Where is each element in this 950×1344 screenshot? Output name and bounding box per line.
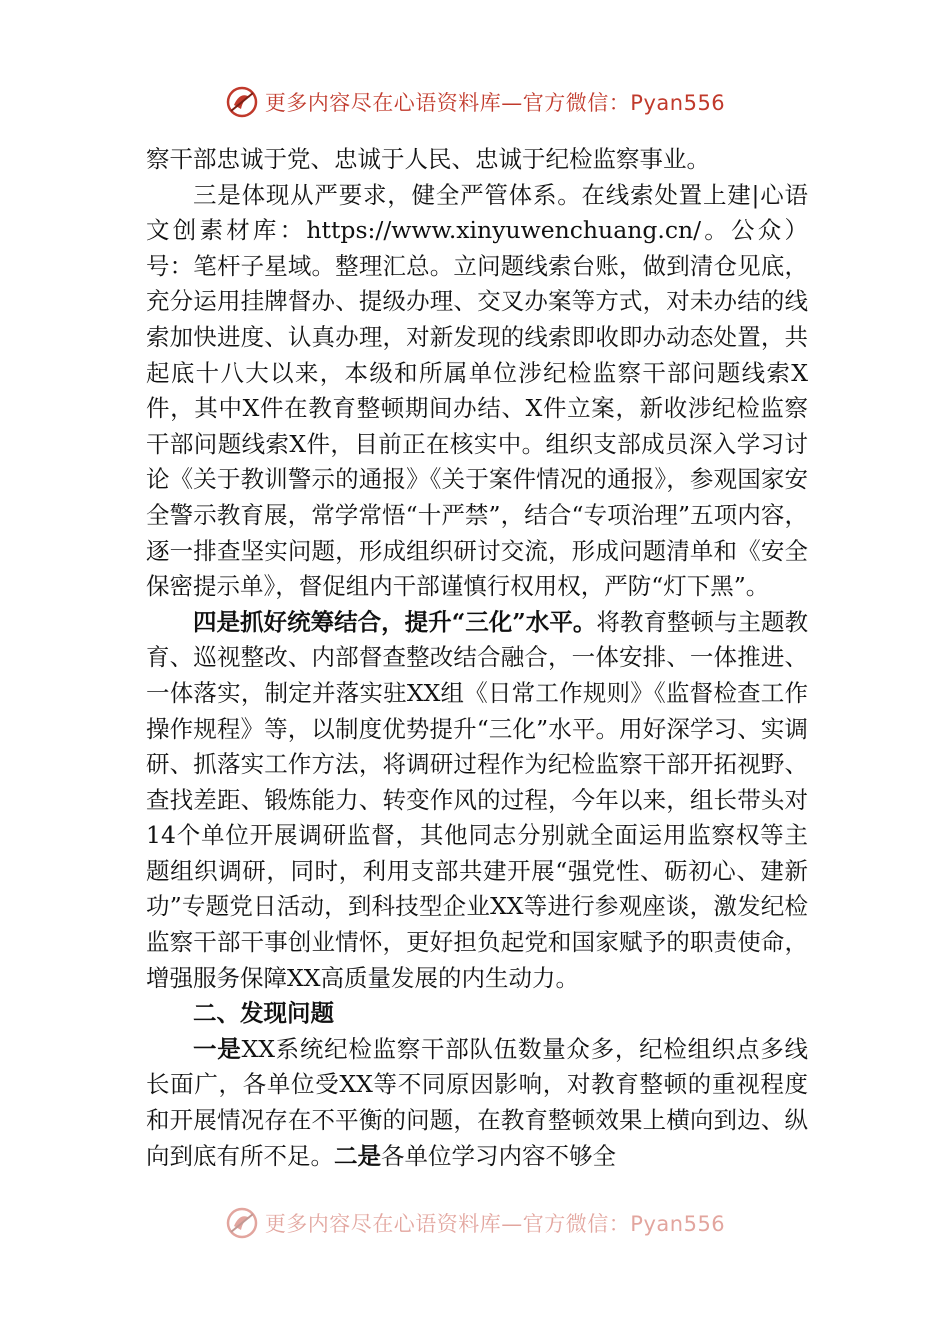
- problem-two-text: 各单位学习内容不够全: [381, 1141, 616, 1170]
- problem-one-lead: 一是: [193, 1034, 242, 1063]
- paragraph-continuation: 察干部忠诚于党、忠诚于人民、忠诚于纪检监察事业。: [146, 145, 710, 173]
- watermark-text: 更多内容尽在心语资料库—官方微信：Pyan556: [264, 91, 726, 115]
- paragraph-three: 三是体现从严要求，健全严管体系。在线索处置上建|心语文创素材库：https://www.xinyuwenchuang.cn/。公众）号：笔杆子星域。整理汇总。立问题线索台账，做到清仓见底，充分运用挂牌督办、提级办理、交叉办案等方式，对未办结的线索加快进度、认真办理，对新发现的线索即收即办动态处置，共起底十八大以来，本级和所属单位涉纪检监察干部问题线索X件，其中X件在教育整顿期间办结、X件立案，新收涉纪检监察干部问题线索X件，目前正在核实中。组织支部成员深入学习讨论《关于教训警示的通报》《关于案件情况的通报》，参观国家安全警示教育展，常学常悟“十严禁”，结合“专项治理”五项内容，逐一排查坚实问题，形成组织研讨交流，形成问题清单和《安全保密提示单》，督促组内干部谨慎行权用权，严防“灯下黑”。: [146, 180, 808, 601]
- watermark-logo-icon: [225, 1206, 259, 1240]
- document-body: [146, 142, 808, 1174]
- watermark-text: 更多内容尽在心语资料库—官方微信：Pyan556: [264, 1212, 726, 1236]
- problem-two-lead: 二是: [334, 1141, 381, 1170]
- paragraph-four: [146, 605, 808, 997]
- section-heading: 二、发现问题: [193, 999, 334, 1028]
- paragraph-problems: [146, 1032, 808, 1174]
- problem-one-text: XX系统纪检监察干部队伍数量众多，纪检组织点多线长面广，各单位受XX等不同原因影响，对教育整顿的重视程度和开展情况存在不平衡的问题，在教育整顿效果上横向到边、纵向到底有所不足。: [146, 1034, 808, 1170]
- paragraph-four-lead: 四是抓好统筹结合，提升“三化”水平。: [193, 607, 597, 636]
- watermark-logo-icon: [225, 85, 259, 119]
- watermark-footer: [0, 1203, 950, 1243]
- paragraph-four-text: 将教育整顿与主题教育、巡视整改、内部督查整改结合融合，一体安排、一体推进、一体落实，制定并落实驻XX组《日常工作规则》《监督检查工作操作规程》等，以制度优势提升“三化”水平。用好深学习、实调研、抓落实工作方法，将调研过程作为纪检监察干部开拓视野、查找差距、锻炼能力、转变作风的过程，今年以来，组长带头对14个单位开展调研监督，其他同志分别就全面运用监察权等主题组织调研，同时，利用支部共建开展“强党性、砺初心、建新功”专题党日活动，到科技型企业XX等进行参观座谈，激发纪检监察干部干事创业情怀，更好担负起党和国家赋予的职责使命，增强服务保障XX高质量发展的内生动力。: [146, 607, 808, 992]
- watermark-header: [0, 82, 950, 122]
